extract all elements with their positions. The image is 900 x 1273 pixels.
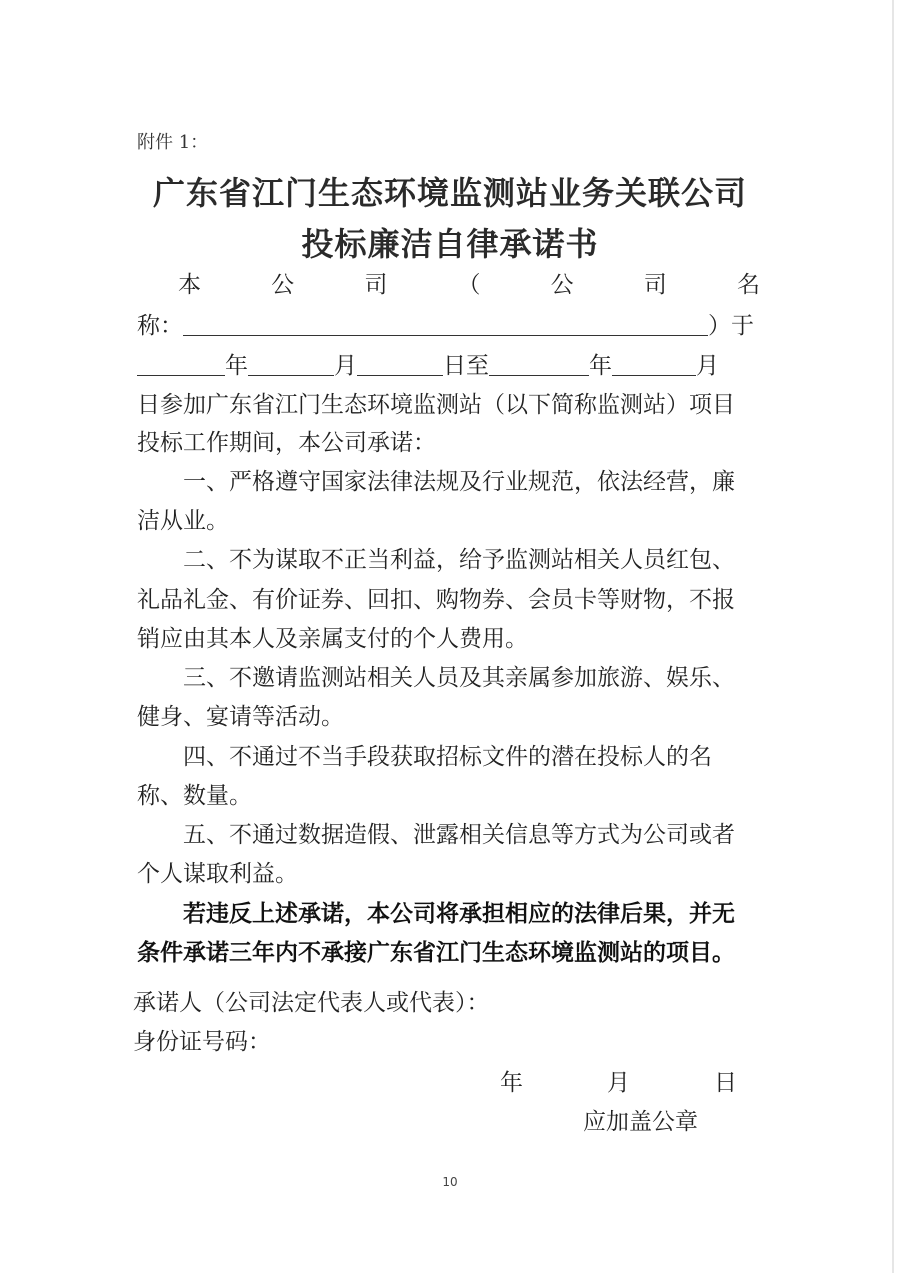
item-five-line-2: 个人谋取利益。 [137, 861, 298, 887]
day-to-label: 日至 [443, 353, 489, 379]
item-two-line-3: 销应由其本人及亲属支付的个人费用。 [137, 626, 528, 652]
end-year-blank[interactable] [489, 353, 589, 376]
start-month-label: 月 [334, 353, 357, 379]
start-year-label: 年 [225, 353, 248, 379]
end-month-label: 月 [696, 353, 719, 379]
annex-label: 附件 1： [137, 132, 209, 153]
item-one-line-2: 洁从业。 [137, 508, 229, 534]
start-day-blank[interactable] [357, 353, 443, 376]
committer-label: 承诺人（公司法定代表人或代表）： [133, 990, 490, 1016]
intro-char: 司 [643, 272, 667, 298]
company-name-suffix: ）于 [708, 313, 754, 339]
item-four-line-1: 四、不通过不当手段获取招标文件的潜在投标人的名 [183, 744, 712, 770]
intro-char: 本 [178, 272, 201, 298]
item-two-line-1: 二、不为谋取不正当利益，给予监测站相关人员红包、 [183, 547, 735, 573]
start-year-blank[interactable] [137, 353, 225, 376]
intro-char: 名 [736, 272, 760, 298]
intro-line-4: 日参加广东省江门生态环境监测站（以下简称监测站）项目 [137, 392, 735, 418]
intro-char: 公 [550, 272, 574, 298]
sign-year-label: 年 [500, 1070, 523, 1096]
intro-char: 司 [364, 272, 388, 298]
intro-spread-line [178, 270, 760, 300]
penalty-line-1: 若违反上述承诺，本公司将承担相应的法律后果，并无 [183, 900, 735, 927]
start-month-blank[interactable] [248, 353, 334, 376]
id-number-label: 身份证号码： [133, 1029, 271, 1055]
item-four-line-2: 称、数量。 [137, 783, 252, 809]
date-range-line [137, 351, 763, 381]
end-year-label: 年 [589, 353, 612, 379]
company-name-blank[interactable] [183, 313, 708, 336]
item-five-line-1: 五、不通过数据造假、泄露相关信息等方式为公司或者 [183, 822, 735, 848]
end-month-blank[interactable] [612, 353, 696, 376]
intro-line-5: 投标工作期间，本公司承诺： [137, 430, 436, 456]
company-name-line [137, 311, 763, 341]
title-line-2: 投标廉洁自律承诺书 [301, 225, 599, 263]
item-two-line-2: 礼品礼金、有价证券、回扣、购物券、会员卡等财物，不报 [137, 587, 735, 613]
item-three-line-1: 三、不邀请监测站相关人员及其亲属参加旅游、娱乐、 [183, 665, 735, 691]
sign-month-label: 月 [607, 1070, 630, 1096]
item-three-line-2: 健身、宴请等活动。 [137, 704, 344, 730]
penalty-line-2: 条件承诺三年内不承接广东省江门生态环境监测站的项目。 [137, 939, 735, 966]
intro-char: 公 [271, 272, 295, 298]
title-line-1: 广东省江门生态环境监测站业务关联公司 [152, 174, 747, 212]
sign-day-label: 日 [714, 1070, 737, 1096]
company-name-label: 称： [137, 313, 183, 339]
seal-note: 应加盖公章 [583, 1109, 698, 1135]
page-number: 10 [442, 1175, 458, 1189]
intro-char: （ [457, 272, 481, 298]
item-one-line-1: 一、严格遵守国家法律法规及行业规范，依法经营，廉 [183, 469, 735, 495]
